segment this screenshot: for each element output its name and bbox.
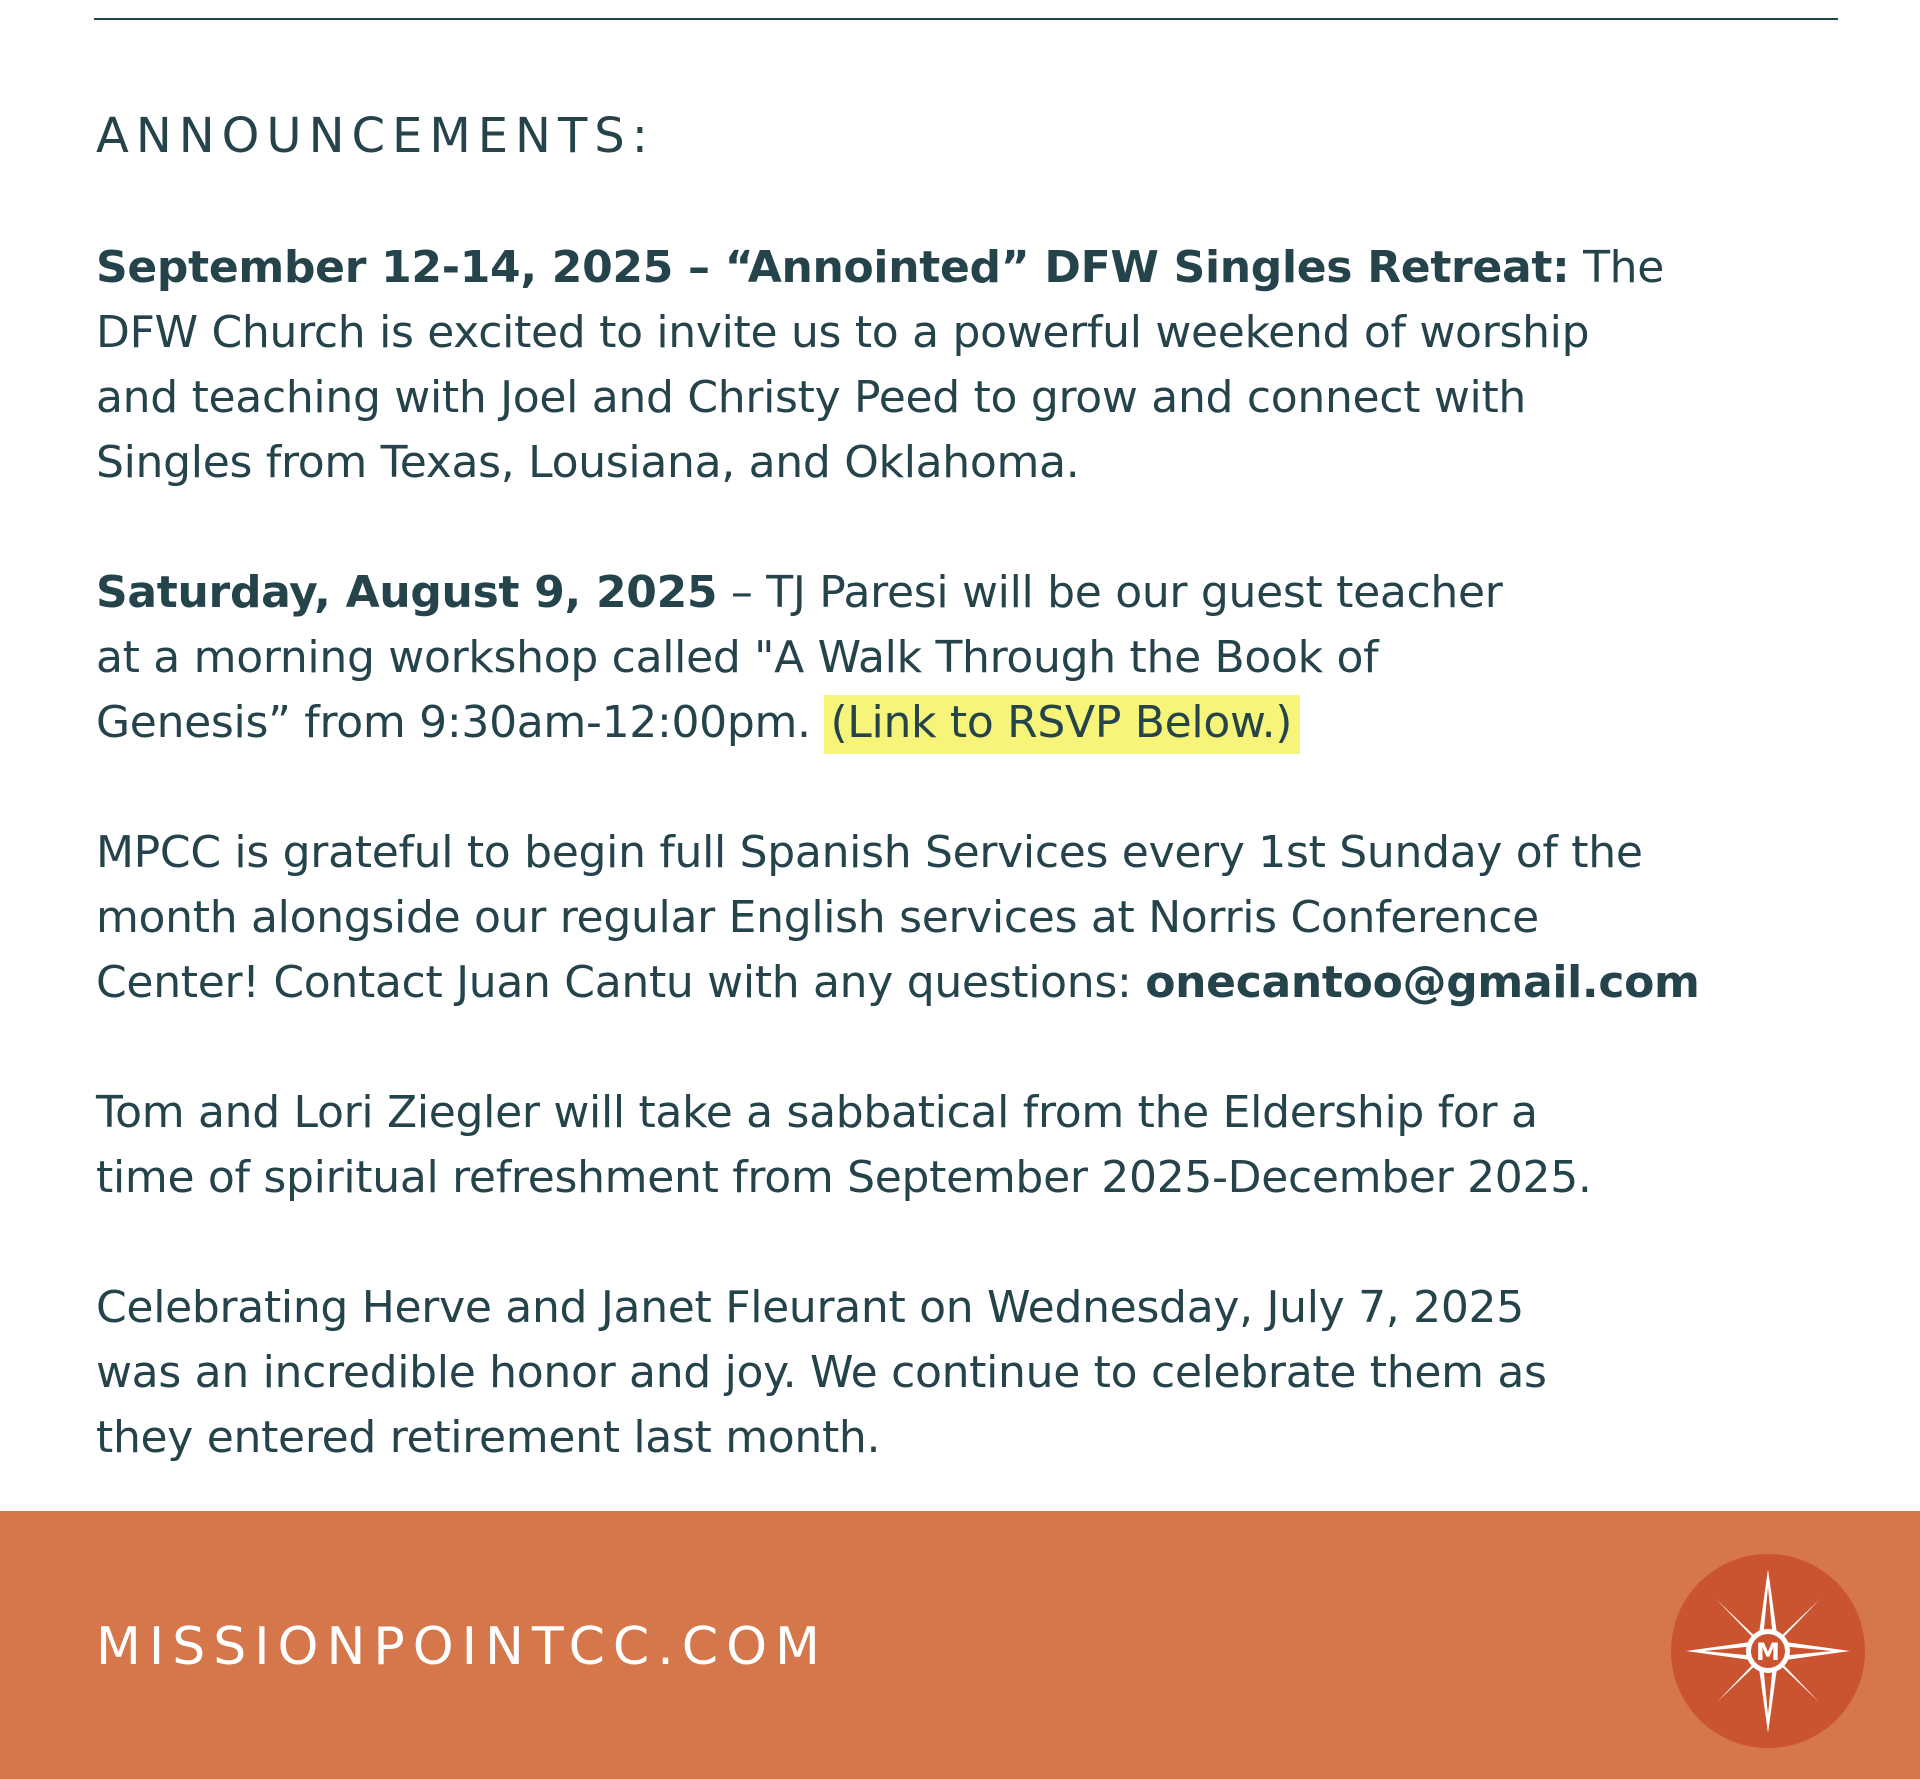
announcement-singles-retreat	[96, 235, 1664, 495]
logo-letter: M	[1756, 1638, 1780, 1666]
announcement-genesis-workshop	[96, 560, 1503, 755]
top-divider	[94, 18, 1838, 20]
footer-bar	[0, 1511, 1920, 1779]
announcement-text: at a morning workshop called "A Walk Through the Book of	[96, 632, 1379, 683]
announcement-text: MPCC is grateful to begin full Spanish Services every 1st Sunday of the	[96, 827, 1643, 878]
announcement-text: Tom and Lori Ziegler will take a sabbatical from the Eldership for a	[96, 1087, 1538, 1138]
contact-email-link[interactable]: onecantoo@gmail.com	[1145, 957, 1700, 1008]
announcement-text: Center! Contact Juan Cantu with any questions:	[96, 957, 1132, 1008]
announcements-heading: ANNOUNCEMENTS:	[96, 108, 655, 164]
announcement-text: Celebrating Herve and Janet Fleurant on Wednesday, July 7, 2025	[96, 1282, 1524, 1333]
announcement-sabbatical	[96, 1080, 1592, 1210]
announcement-lead: September 12-14, 2025 – “Annointed” DFW Singles Retreat:	[96, 242, 1570, 293]
announcements-section	[96, 100, 1866, 1463]
announcement-text: and teaching with Joel and Christy Peed to grow and connect with	[96, 372, 1526, 423]
announcement-lead: Saturday, August 9, 2025	[96, 567, 718, 618]
website-link[interactable]: MISSIONPOINTCC.COM	[96, 1617, 828, 1677]
announcement-text: was an incredible honor and joy. We continue to celebrate them as	[96, 1347, 1547, 1398]
announcement-text: Singles from Texas, Lousiana, and Oklahoma.	[96, 437, 1080, 488]
rsvp-link[interactable]: (Link to RSVP Below.)	[824, 695, 1300, 754]
announcement-retirement	[96, 1275, 1547, 1470]
announcement-text: Genesis” from 9:30am-12:00pm.	[96, 697, 811, 748]
announcement-text: time of spiritual refreshment from September 2025-December 2025.	[96, 1152, 1592, 1203]
announcement-text: – TJ Paresi will be our guest teacher	[730, 567, 1503, 618]
announcement-text: month alongside our regular English services at Norris Conference	[96, 892, 1539, 943]
compass-star-logo-icon	[1670, 1553, 1866, 1749]
announcement-text: DFW Church is excited to invite us to a powerful weekend of worship	[96, 307, 1590, 358]
announcement-text: The	[1583, 242, 1665, 293]
announcement-spanish-services	[96, 820, 1700, 1015]
announcement-text: they entered retirement last month.	[96, 1412, 881, 1463]
